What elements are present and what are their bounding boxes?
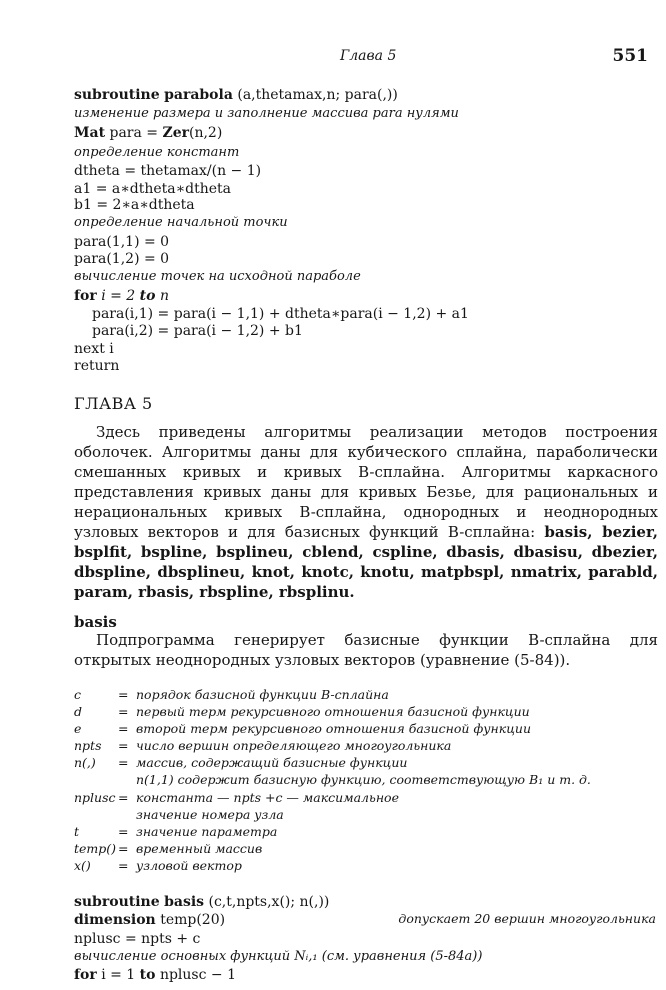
keyword: subroutine xyxy=(74,894,160,910)
code-text: temp(20) xyxy=(160,912,226,928)
subroutine-name: parabola xyxy=(164,87,233,103)
code-line-subroutine xyxy=(74,86,398,104)
glossary-continuation: значение номера узла xyxy=(136,807,284,822)
glossary-eq: = xyxy=(118,704,129,719)
glossary-term: x() xyxy=(74,858,91,873)
code-line: para(i,1) = para(i − 1,1) + dtheta∗para(i − 1,2) + a1 xyxy=(92,306,469,322)
code-text: nplusc − 1 xyxy=(159,967,236,983)
keyword: Mat xyxy=(74,125,106,141)
code-line: return xyxy=(74,358,120,374)
glossary-term: nplusc xyxy=(74,790,116,805)
code-text: n xyxy=(159,288,169,304)
code-line: para(1,2) = 0 xyxy=(74,251,170,267)
intro-paragraph xyxy=(74,422,658,602)
glossary-eq: = xyxy=(118,721,129,736)
glossary-desc: первый терм рекурсивного отношения базисной функции xyxy=(136,704,530,719)
code-line-for xyxy=(74,966,236,984)
code-line-for xyxy=(74,287,169,305)
code-comment: допускает 20 вершин многоугольника xyxy=(398,911,656,926)
code-line-dimension xyxy=(74,911,225,929)
keyword: to xyxy=(139,288,156,304)
glossary-eq: = xyxy=(118,824,129,839)
code-line: dtheta = thetamax/(n − 1) xyxy=(74,163,262,179)
glossary-term: temp() xyxy=(74,841,117,856)
glossary-desc: узловой вектор xyxy=(136,858,242,873)
glossary-term: c xyxy=(74,687,82,702)
code-line: a1 = a∗dtheta∗dtheta xyxy=(74,181,231,197)
code-line-mat xyxy=(74,124,222,142)
code-comment: вычисление точек на исходной параболе xyxy=(74,269,361,284)
glossary-row xyxy=(74,737,451,754)
keyword: for xyxy=(74,967,97,983)
code-comment: определение начальной точки xyxy=(74,215,288,230)
code-comment: определение констант xyxy=(74,145,240,160)
keyword: for xyxy=(74,288,97,304)
glossary-row xyxy=(74,703,530,720)
glossary-term: e xyxy=(74,721,82,736)
code-comment: изменение размера и заполнение массива para нулями xyxy=(74,106,459,121)
glossary-term: d xyxy=(74,704,83,719)
basis-desc-text: Подпрограмма генерирует базисные функции B-сплайна для открытых неоднородных узловых векторов (уравнение (5-84)). xyxy=(74,631,658,669)
glossary-row xyxy=(74,686,389,703)
subroutine-name: basis xyxy=(164,894,205,910)
glossary-row xyxy=(74,840,262,857)
glossary-eq: = xyxy=(118,841,129,856)
page-number: 551 xyxy=(612,46,648,66)
glossary-row xyxy=(74,823,277,840)
glossary-term: n(,) xyxy=(74,755,96,770)
code-line: nplusc = npts + c xyxy=(74,931,201,947)
code-comment: вычисление основных функций Nᵢ,₁ (см. уравнения (5-84a)) xyxy=(74,949,483,964)
section-title: ГЛАВА 5 xyxy=(74,394,153,413)
glossary-eq: = xyxy=(118,738,129,753)
function-name: Zer xyxy=(162,125,189,141)
code-line: para(i,2) = para(i − 1,2) + b1 xyxy=(92,323,303,339)
glossary-eq: = xyxy=(118,755,129,770)
glossary-row xyxy=(74,857,242,874)
glossary-eq: = xyxy=(118,858,129,873)
glossary-continuation: n(1,1) содержит базисную функцию, соответствующую B₁ и т. д. xyxy=(136,772,591,787)
code-line: para(1,1) = 0 xyxy=(74,234,170,250)
keyword: to xyxy=(139,967,156,983)
subroutine-args: (c,t,npts,x(); n(,)) xyxy=(208,894,330,910)
code-text: para = xyxy=(109,125,159,141)
keyword: dimension xyxy=(74,912,156,928)
glossary-eq: = xyxy=(118,790,129,805)
glossary-row xyxy=(74,754,407,771)
glossary-desc: значение параметра xyxy=(136,824,278,839)
basis-description xyxy=(74,630,658,670)
intro-text: Здесь приведены алгоритмы реализации методов построения оболочек. Алгоритмы даны для кубического сплайна, параболически смешанных кривых и кривых B-сплайна. Алгоритмы каркасного представления кривых даны для кривых Безье, для рациональных и нерациональных кривых B-сплайна, однородных и неоднородных узловых векторов и для базисных функций B-сплайна: xyxy=(74,423,658,541)
glossary-desc: второй терм рекурсивного отношения базисной функции xyxy=(136,721,532,736)
code-line-subroutine xyxy=(74,893,329,911)
glossary-desc: константа — npts +c — максимальное xyxy=(136,790,399,805)
code-text: i = 2 xyxy=(101,288,136,304)
subroutine-args: (a,thetamax,n; para(,)) xyxy=(237,87,398,103)
glossary-desc: временный массив xyxy=(136,841,263,856)
glossary-term: npts xyxy=(74,738,102,753)
keyword: subroutine xyxy=(74,87,160,103)
glossary-term: t xyxy=(74,824,80,839)
glossary-desc: число вершин определяющего многоугольника xyxy=(136,738,452,753)
code-text: (n,2) xyxy=(189,125,223,141)
subsection-title: basis xyxy=(74,613,117,631)
glossary-eq: = xyxy=(118,687,129,702)
code-line: b1 = 2∗a∗dtheta xyxy=(74,197,195,213)
glossary-desc: порядок базисной функции B-сплайна xyxy=(136,687,389,702)
code-line: next i xyxy=(74,341,114,357)
glossary-row xyxy=(74,720,531,737)
glossary-row xyxy=(74,789,399,806)
code-text: i = 1 xyxy=(101,967,136,983)
glossary-desc: массив, содержащий базисные функции xyxy=(136,755,408,770)
subroutine-list: basis, bezier, bsplfit, bspline, bsplineu, cblend, cspline, dbasis, dbasisu, dbezier, dbspline, dbsplineu, knot, knotc, knotu, matpbspl, nmatrix, parabld, param, rbasis, rbspline, rbsplinu. xyxy=(74,523,658,601)
running-header: Глава 5 xyxy=(340,48,397,64)
